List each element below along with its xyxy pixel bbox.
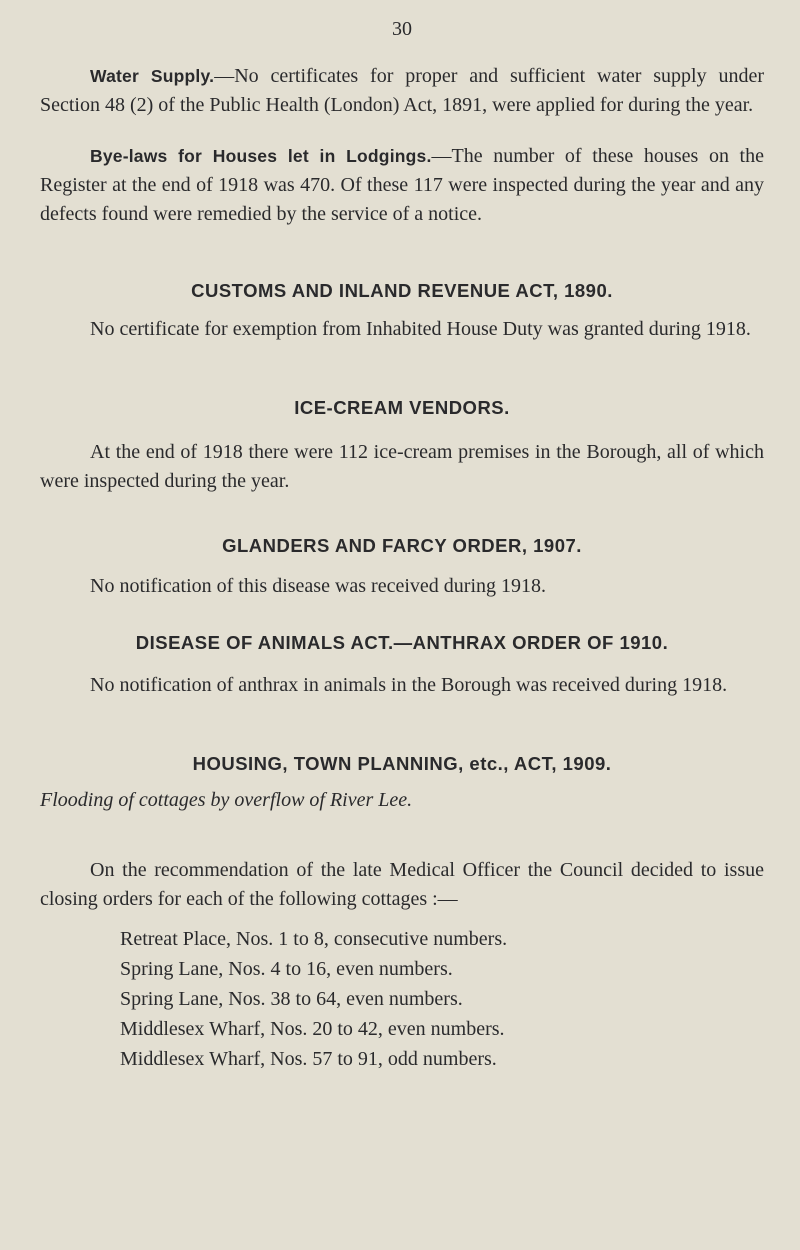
bye-laws-paragraph bbox=[40, 142, 764, 229]
list-item: Spring Lane, Nos. 38 to 64, even numbers. bbox=[120, 988, 463, 1010]
animals-heading: DISEASE OF ANIMALS ACT.—ANTHRAX ORDER OF 1910. bbox=[135, 632, 669, 653]
customs-heading: CUSTOMS AND INLAND REVENUE ACT, 1890. bbox=[191, 280, 613, 301]
glanders-paragraph: No notification of this disease was received during 1918. bbox=[90, 575, 546, 597]
list-item: Middlesex Wharf, Nos. 57 to 91, odd numbers. bbox=[120, 1048, 497, 1070]
water-supply-text: —No certificates for proper and sufficient water supply under Section 48 (2) of the Public Health (London) Act, 1891, were applied for during the year. bbox=[40, 65, 764, 116]
housing-subheading: Flooding of cottages by overflow of River Lee. bbox=[40, 789, 413, 811]
bye-laws-heading: Bye-laws for Houses let in Lodgings. bbox=[90, 146, 432, 166]
cottage-list bbox=[40, 924, 764, 1074]
list-item: Middlesex Wharf, Nos. 20 to 42, even numbers. bbox=[120, 1018, 505, 1040]
housing-paragraph: On the recommendation of the late Medical Officer the Council decided to issue closing orders for each of the following cottages :— bbox=[40, 859, 764, 910]
customs-paragraph: No certificate for exemption from Inhabited House Duty was granted during 1918. bbox=[90, 318, 751, 340]
bye-laws-text: —The number of these houses on the Register at the end of 1918 was 470. Of these 117 were inspected during the year and any defects found were remedied by the service of a notice. bbox=[40, 145, 764, 225]
animals-paragraph: No notification of anthrax in animals in the Borough was received during 1918. bbox=[90, 674, 728, 696]
ice-cream-paragraph: At the end of 1918 there were 112 ice-cream premises in the Borough, all of which were inspected during the year. bbox=[40, 441, 764, 492]
list-item: Spring Lane, Nos. 4 to 16, even numbers. bbox=[120, 958, 453, 980]
list-item: Retreat Place, Nos. 1 to 8, consecutive numbers. bbox=[120, 928, 508, 950]
ice-cream-heading: ICE-CREAM VENDORS. bbox=[294, 397, 510, 418]
glanders-heading: GLANDERS AND FARCY ORDER, 1907. bbox=[222, 535, 582, 556]
water-supply-heading: Water Supply. bbox=[90, 66, 215, 86]
page-number: 30 bbox=[392, 18, 412, 40]
housing-heading: HOUSING, TOWN PLANNING, etc., ACT, 1909. bbox=[192, 753, 612, 774]
water-supply-paragraph bbox=[40, 62, 764, 120]
